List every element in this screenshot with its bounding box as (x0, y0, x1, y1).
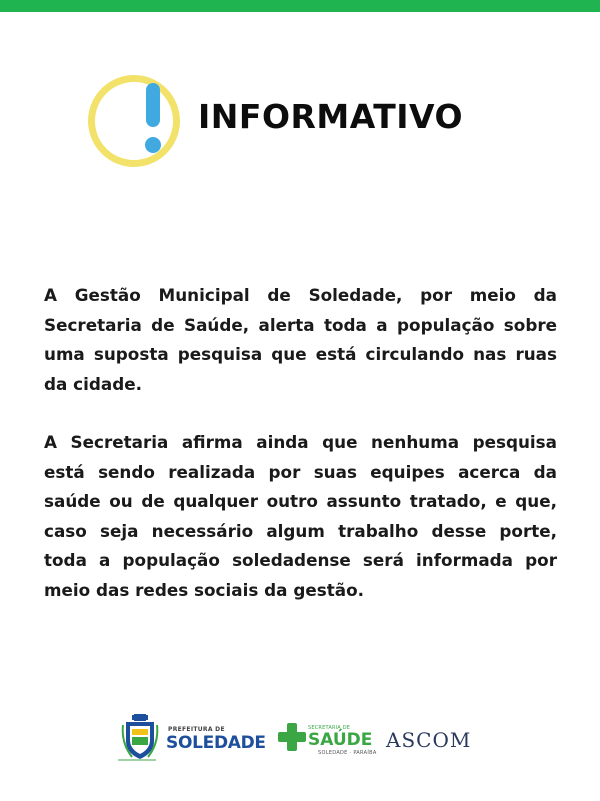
header (88, 75, 508, 175)
top-green-bar (0, 0, 600, 12)
municipal-crest-icon (120, 713, 160, 761)
health-cross-icon (278, 723, 306, 751)
prefeitura-name: SOLEDADE (166, 733, 266, 753)
page-title: INFORMATIVO (198, 97, 464, 136)
paragraph-2: A Secretaria afirma ainda que nenhuma pesquisa está sendo realizada por suas equipes acerca da saúde ou de qualquer outro assunto tratado, e que, caso seja necessário algum trabalho desse porte, toda a população soledadense será informada por meio das redes sociais da gestão. (44, 432, 557, 600)
saude-subtitle: SOLEDADE · PARAÍBA (318, 750, 377, 756)
announcement-body (44, 281, 557, 605)
ascom-logo: ASCOM (386, 728, 472, 752)
exclamation-dot (145, 137, 161, 153)
paragraph-1: A Gestão Municipal de Soledade, por meio da Secretaria de Saúde, alerta toda a população sobre uma suposta pesquisa que está circulando nas ruas da cidade. (44, 285, 557, 394)
exclamation-circle-icon (88, 75, 180, 167)
exclamation-bar (146, 83, 160, 127)
saude-label: SECRETARIA DE (308, 725, 351, 731)
saude-name: SAÚDE (308, 730, 373, 750)
footer-underline (118, 759, 156, 761)
footer-logos (120, 713, 500, 773)
prefeitura-label: PREFEITURA DE (168, 726, 225, 733)
